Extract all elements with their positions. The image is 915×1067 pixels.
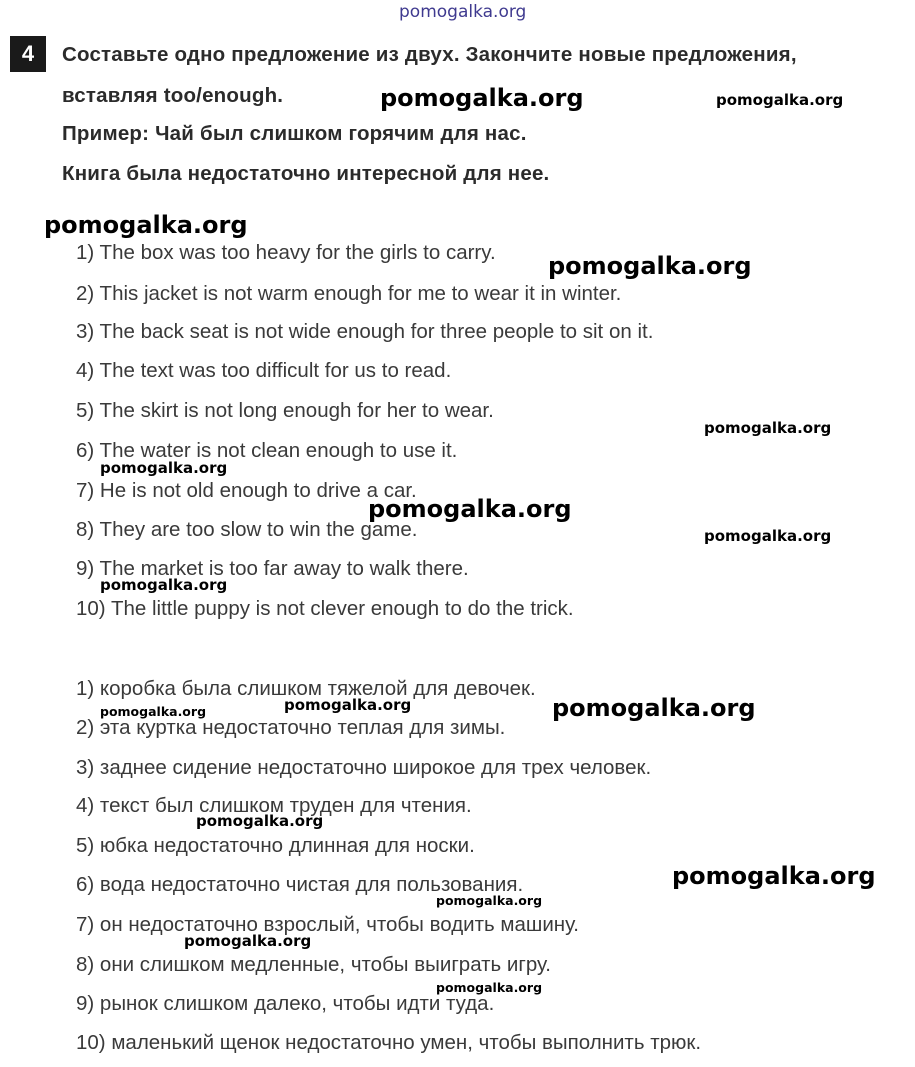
answer-ru-5: 5) юбка недостаточно длинная для носки. <box>76 834 475 857</box>
answer-en-4: 4) The text was too difficult for us to read. <box>76 359 452 382</box>
answer-en-3: 3) The back seat is not wide enough for three people to sit on it. <box>76 320 654 343</box>
watermark: pomogalka.org <box>436 893 543 908</box>
site-mark: pomogalka.org <box>399 2 527 22</box>
watermark: pomogalka.org <box>100 459 228 477</box>
answer-ru-9: 9) рынок слишком далеко, чтобы идти туда. <box>76 992 495 1015</box>
answer-ru-10: 10) маленький щенок недостаточно умен, чтобы выполнить трюк. <box>76 1031 702 1054</box>
task-instruction-line2: вставляя too/enough. <box>62 84 284 107</box>
watermark: pomogalka.org <box>552 694 756 722</box>
watermark: pomogalka.org <box>436 980 543 995</box>
watermark: pomogalka.org <box>368 495 572 523</box>
watermark: pomogalka.org <box>672 862 876 890</box>
answer-en-6: 6) The water is not clean enough to use it. <box>76 439 458 462</box>
answer-ru-4: 4) текст был слишком труден для чтения. <box>76 794 472 817</box>
answer-ru-7: 7) он недостаточно взрослый, чтобы водить машину. <box>76 913 580 936</box>
answer-ru-6: 6) вода недостаточно чистая для пользования. <box>76 873 524 896</box>
answer-en-9: 9) The market is too far away to walk there. <box>76 557 469 580</box>
answer-ru-2: 2) эта куртка недостаточно теплая для зимы. <box>76 716 506 739</box>
answer-ru-3: 3) заднее сидение недостаточно широкое для трех человек. <box>76 756 652 779</box>
task-example-line1: Пример: Чай был слишком горячим для нас. <box>62 122 527 145</box>
watermark: pomogalka.org <box>716 91 844 109</box>
watermark: pomogalka.org <box>184 932 312 950</box>
answer-en-8: 8) They are too slow to win the game. <box>76 518 418 541</box>
answer-en-10: 10) The little puppy is not clever enough to do the trick. <box>76 597 574 620</box>
watermark: pomogalka.org <box>100 576 228 594</box>
watermark: pomogalka.org <box>704 419 832 437</box>
watermark: pomogalka.org <box>380 84 584 112</box>
watermark: pomogalka.org <box>284 696 412 714</box>
answer-en-1: 1) The box was too heavy for the girls to carry. <box>76 241 496 264</box>
watermark: pomogalka.org <box>704 527 832 545</box>
answer-ru-1: 1) коробка была слишком тяжелой для девочек. <box>76 677 536 700</box>
task-example-line2: Книга была недостаточно интересной для нее. <box>62 162 550 185</box>
watermark: pomogalka.org <box>548 252 752 280</box>
watermark: pomogalka.org <box>196 812 324 830</box>
task-number-badge: 4 <box>10 36 46 72</box>
answer-en-7: 7) He is not old enough to drive a car. <box>76 479 417 502</box>
watermark: pomogalka.org <box>44 211 248 239</box>
answer-en-5: 5) The skirt is not long enough for her to wear. <box>76 399 494 422</box>
answer-ru-8: 8) они слишком медленные, чтобы выиграть игру. <box>76 953 551 976</box>
answer-en-2: 2) This jacket is not warm enough for me to wear it in winter. <box>76 282 622 305</box>
task-instruction-line1: Составьте одно предложение из двух. Закончите новые предложения, <box>62 43 797 66</box>
watermark: pomogalka.org <box>100 704 207 719</box>
